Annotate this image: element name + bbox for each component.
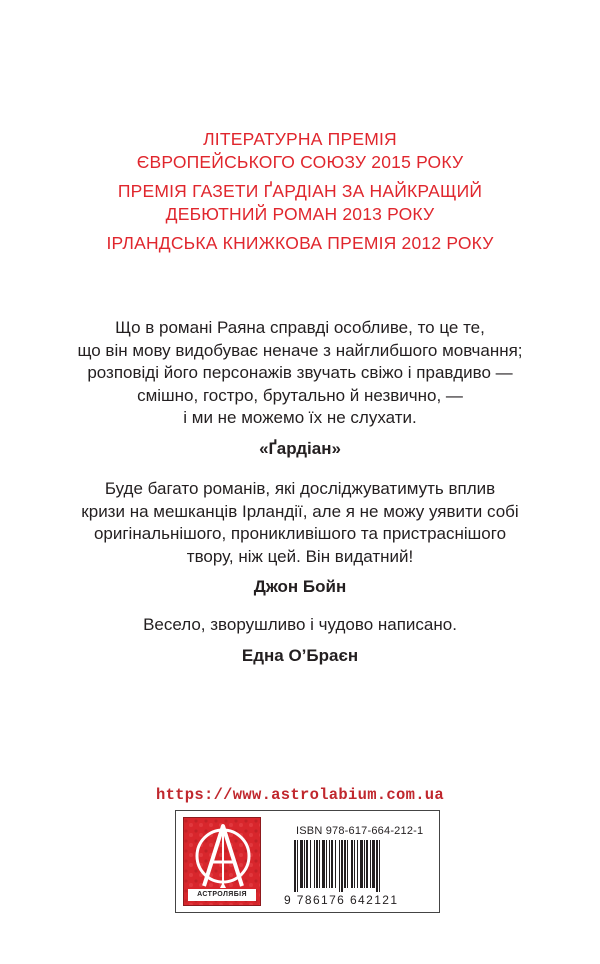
barcode-bar xyxy=(294,840,296,892)
barcode-bar xyxy=(364,840,365,888)
publisher-logo xyxy=(183,817,261,906)
barcode-bar xyxy=(366,840,368,888)
barcode-bar xyxy=(370,840,371,888)
barcode-bar xyxy=(304,840,305,888)
barcode-bar xyxy=(316,840,318,888)
barcode-bar xyxy=(357,840,358,888)
barcode-bar xyxy=(335,840,336,888)
barcode-bar xyxy=(322,840,325,888)
quote-line: Буде багато романів, які досліджуватимуть вплив xyxy=(104,479,496,498)
quote-author: Една О’Браєн xyxy=(241,645,359,665)
award-line: ЄВРОПЕЙСЬКОГО СОЮЗУ 2015 РОКУ xyxy=(136,152,464,172)
barcode-bar xyxy=(329,840,330,888)
quote-line: оригінальнішого, проникливішого та пристраснішого xyxy=(93,524,507,543)
award-line: ЛІТЕРАТУРНА ПРЕМІЯ xyxy=(203,129,397,149)
barcode-bar xyxy=(372,840,375,888)
quote-author: «Ґардіан» xyxy=(259,438,341,458)
barcode-bar xyxy=(297,840,298,892)
barcode-bar xyxy=(376,840,378,892)
review-quote-obrien xyxy=(0,614,600,667)
quote-line: Що в романі Раяна справді особливе, то це те, xyxy=(115,318,485,337)
barcode-bar xyxy=(360,840,363,888)
award-line: ІРЛАНДСЬКА КНИЖКОВА ПРЕМІЯ 2012 РОКУ xyxy=(106,233,494,253)
barcode-digits: 9 786176 642121 xyxy=(284,893,399,907)
award-guardian-prize xyxy=(0,180,600,226)
barcode-bar xyxy=(300,840,303,888)
barcode-bar xyxy=(351,840,353,888)
barcode-bar xyxy=(379,840,380,892)
barcode-bar xyxy=(314,840,315,888)
barcode-bar xyxy=(339,840,340,892)
awards-list xyxy=(0,128,600,255)
isbn-label: ISBN 978-617-664-212-1 xyxy=(296,825,424,837)
barcode-bar xyxy=(347,840,348,888)
quote-line: Весело, зворушливо і чудово написано. xyxy=(143,615,457,634)
award-line: ДЕБЮТНИЙ РОМАН 2013 РОКУ xyxy=(165,204,435,224)
barcode-bar xyxy=(354,840,355,888)
quote-line: твору, ніж цей. Він видатний! xyxy=(186,546,414,566)
quote-line: і ми не можемо їх не слухати. xyxy=(183,408,417,427)
award-line: ПРЕМІЯ ГАЗЕТИ ҐАРДІАН ЗА НАЙКРАЩИЙ xyxy=(117,181,483,201)
award-eu-prize xyxy=(0,128,600,174)
review-quote-boyne xyxy=(0,478,600,599)
publisher-website-link[interactable]: https://www.astrolabium.com.ua xyxy=(155,786,445,804)
barcode-bar xyxy=(306,840,308,888)
barcode-bar xyxy=(341,840,343,892)
quote-line: кризи на мешканців Ірландії, але я не можу уявити собі xyxy=(81,501,519,521)
barcode-bar xyxy=(331,840,333,888)
quote-line: розповіді його персонажів звучать свіжо і правдиво — xyxy=(87,363,513,382)
barcode-bar xyxy=(319,840,320,888)
barcode-icon xyxy=(294,840,424,892)
barcode-bar xyxy=(326,840,327,888)
publisher-name: АСТРОЛЯБІЯ xyxy=(188,889,256,901)
quote-line: що він мову видобуває неначе з найглибшого мовчання; xyxy=(77,340,523,360)
isbn-panel xyxy=(175,810,440,913)
quote-author: Джон Бойн xyxy=(253,577,347,596)
award-irish-book-prize xyxy=(0,232,600,255)
barcode-bar xyxy=(344,840,346,888)
review-quote-guardian xyxy=(0,317,600,460)
quote-line: смішно, гостро, брутально й незвично, — xyxy=(137,385,463,405)
barcode-bar xyxy=(310,840,311,888)
